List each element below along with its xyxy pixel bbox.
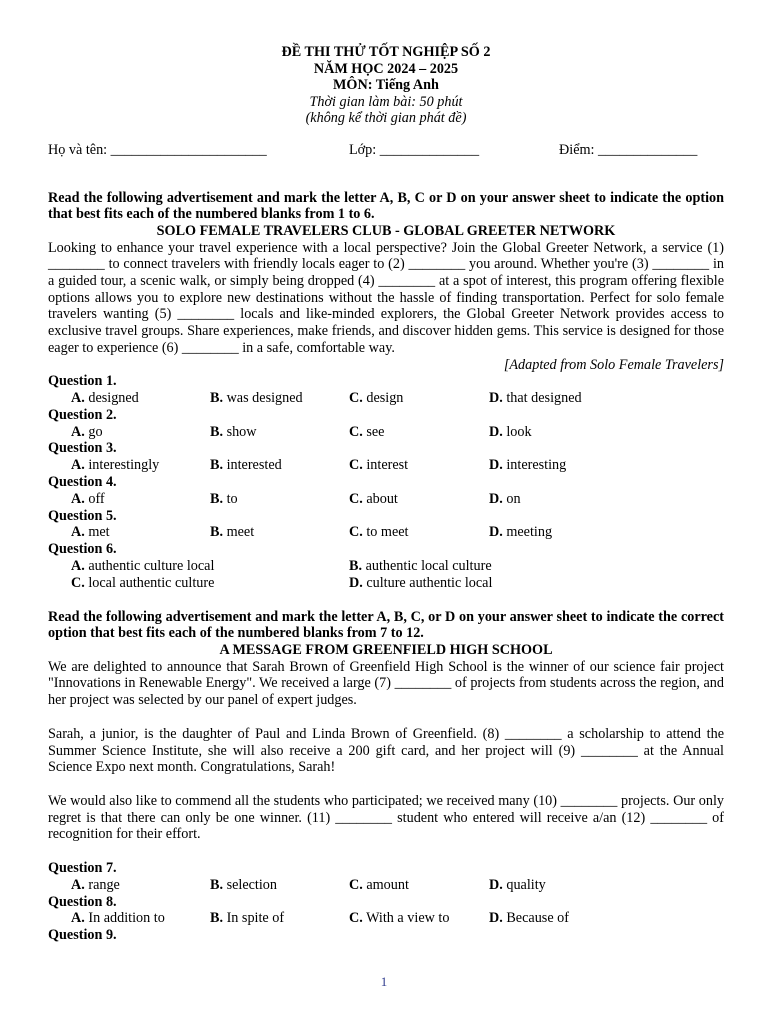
name-field[interactable]: Họ và tên: ______________________ [48, 141, 267, 158]
question-label: Question 4. [48, 474, 117, 491]
page-number: 1 [380, 974, 388, 989]
option-c[interactable]: C. see [349, 423, 385, 440]
section2-paragraph-1: We are delighted to announce that Sarah Brown of Greenfield High School is the winner of our science fair project "Innovations in Renewable Energy". We received a large (7) ________ of projects from students across the region, and her project was selected by our panel of expert judges. [48, 658, 724, 709]
options-row [48, 524, 724, 541]
question-block [48, 407, 724, 441]
section2-paragraph-2: Sarah, a junior, is the daughter of Paul and Linda Brown of Greenfield. (8) ________ a scholarship to attend the Summer Science Institute, she will also receive a 200 gift card, and her project will (9) ________ at the Annual Science Expo next month. Congratulations, Sarah! [48, 725, 724, 776]
option-d[interactable]: D. on [489, 490, 521, 507]
class-field[interactable]: Lớp: ______________ [349, 141, 480, 158]
subject: MÔN: Tiếng Anh [333, 77, 439, 93]
question-label: Question 3. [48, 440, 117, 457]
option-a[interactable]: A. In addition to [71, 910, 165, 927]
exam-page [48, 44, 724, 944]
options-row [48, 457, 724, 474]
option-a[interactable]: A. interestingly [71, 457, 160, 474]
options-row [48, 390, 724, 407]
option-d[interactable]: D. look [489, 423, 532, 440]
option-c[interactable]: C. to meet [349, 524, 409, 541]
option-a[interactable]: A. designed [71, 390, 139, 407]
score-field[interactable]: Điểm: ______________ [559, 141, 698, 158]
questions-1-5 [48, 373, 724, 541]
options-row [48, 910, 724, 927]
school-year: NĂM HỌC 2024 – 2025 [313, 60, 459, 77]
option-a[interactable]: A. range [71, 876, 120, 893]
time-limit: Thời gian làm bài: 50 phút [309, 93, 463, 110]
time-note: (không kể thời gian phát đề) [305, 110, 467, 126]
option-d[interactable]: D. meeting [489, 524, 553, 541]
option-c[interactable]: C. local authentic culture [71, 574, 215, 591]
question-label: Question 5. [48, 507, 117, 524]
option-a[interactable]: A. met [71, 524, 110, 541]
option-c[interactable]: C. interest [349, 457, 409, 474]
option-d[interactable]: D. culture authentic local [349, 574, 493, 591]
question-block [48, 894, 724, 928]
section1-source: [Adapted from Solo Female Travelers] [503, 356, 724, 373]
option-b[interactable]: B. interested [210, 457, 282, 474]
option-b[interactable]: B. was designed [210, 390, 303, 407]
option-a[interactable]: A. off [71, 490, 105, 507]
option-c[interactable]: C. design [349, 390, 404, 407]
option-c[interactable]: C. about [349, 490, 398, 507]
options-row [48, 491, 724, 508]
question-block [48, 440, 724, 474]
exam-title: ĐỀ THI THỬ TỐT NGHIỆP SỐ 2 [281, 44, 491, 60]
student-info [48, 142, 724, 160]
section2-instruction: Read the following advertisement and mark the letter A, B, C, or D on your answer sheet to indicate the correct option that best fits each of the numbered blanks from 7 to 12. [48, 608, 724, 642]
question-block [48, 373, 724, 407]
question-label: Question 6. [48, 541, 117, 558]
option-b[interactable]: B. show [210, 423, 257, 440]
option-a[interactable]: A. authentic culture local [71, 558, 215, 574]
option-a[interactable]: A. go [71, 423, 103, 440]
section1-title: SOLO FEMALE TRAVELERS CLUB - GLOBAL GREETER NETWORK [156, 222, 616, 239]
section1-instruction: Read the following advertisement and mark the letter A, B, C or D on your answer sheet to indicate the option that best fits each of the numbered blanks from 1 to 6. [48, 189, 724, 223]
section2-title: A MESSAGE FROM GREENFIELD HIGH SCHOOL [219, 642, 553, 658]
option-b[interactable]: B. meet [210, 524, 255, 541]
section2-paragraph-3: We would also like to commend all the students who participated; we received many (10) ________ projects. Our only regret is that there can only be one winner. (11) ________ student who entered will receive a/an (12) ________ of recognition for their effort. [48, 792, 724, 843]
option-c[interactable]: C. amount [349, 876, 409, 893]
questions-7-8 [48, 860, 724, 927]
question-label: Question 2. [48, 406, 117, 423]
question-label: Question 8. [48, 893, 117, 910]
question-block [48, 474, 724, 508]
question-label: Question 7. [48, 860, 117, 877]
question-label: Question 1. [48, 373, 117, 390]
options-row [48, 424, 724, 441]
option-d[interactable]: D. that designed [489, 390, 582, 407]
question-6 [48, 541, 724, 591]
option-d[interactable]: D. interesting [489, 457, 567, 474]
option-b[interactable]: B. selection [210, 876, 277, 893]
option-c[interactable]: C. With a view to [349, 910, 450, 927]
option-d[interactable]: D. quality [489, 876, 546, 893]
options-row [48, 575, 724, 592]
question-block [48, 508, 724, 542]
option-b[interactable]: B. to [210, 490, 238, 507]
option-d[interactable]: D. Because of [489, 910, 569, 927]
exam-header [48, 44, 724, 127]
options-row [48, 877, 724, 894]
question-9-label: Question 9. [48, 927, 117, 944]
question-block [48, 860, 724, 894]
option-b[interactable]: B. In spite of [210, 910, 285, 927]
options-row [48, 558, 724, 575]
section1-passage: Looking to enhance your travel experience with a local perspective? Join the Global Greeter Network, a service (1) ________ to connect travelers with friendly locals eager to (2) ________ you around. Whether you're (3) ________ in a guided tour, a scenic walk, or simply being dropped (4) ________ at a spot of interest, this program offering flexible options allows you to explore new destinations without the hassle of finding transportation. Perfect for solo female travelers wanting (5) ________ locals and like-minded explorers, the Global Greeter Network provides access to exclusive travel groups. Share experiences, make friends, and discover hidden gems. This service is designed for those eager to experience (6) ________ in a safe, comfortable way. [48, 239, 724, 356]
option-b[interactable]: B. authentic local culture [349, 558, 492, 574]
